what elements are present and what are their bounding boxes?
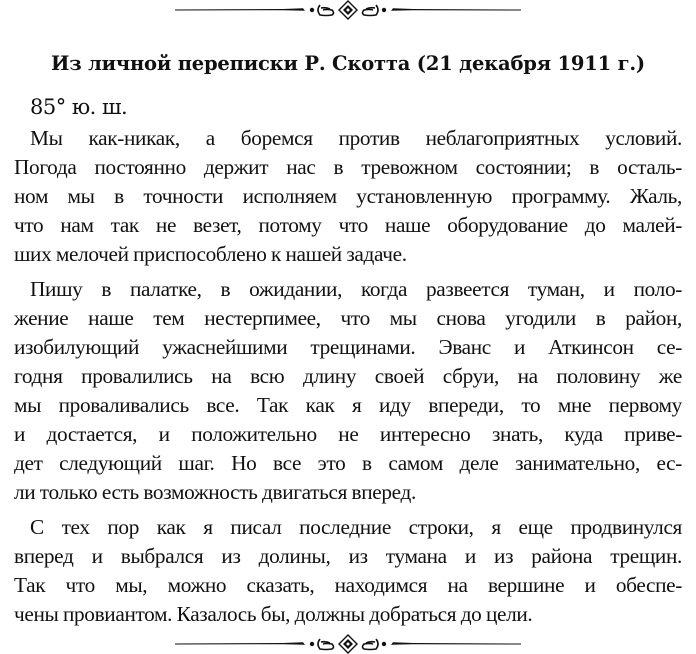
- paragraph: [14, 275, 682, 507]
- fleuron-divider-icon: [163, 634, 533, 654]
- text-line: Мы как-никак, а боремся против неблагоприятных условий.: [30, 126, 682, 150]
- text-line: годня провалились на всю длину своей сбруи, на половину же: [14, 364, 682, 388]
- text-line: и достается, и положительно не интересно знать, куда приве-: [14, 422, 682, 446]
- letter-body: [14, 124, 682, 629]
- paragraph: [14, 513, 682, 629]
- fleuron-divider-icon: [163, 0, 533, 20]
- paragraph: [14, 124, 682, 269]
- text-line: ших мелочей приспособлено к нашей задаче.: [14, 242, 407, 266]
- top-ornament-divider: [0, 0, 696, 20]
- text-line: С тех пор как я писал последние строки, я еще продвинулся: [30, 515, 682, 539]
- text-line: ном мы в точности исполняем установленную программу. Жаль,: [14, 184, 682, 208]
- text-line: Пишу в палатке, в ожидании, когда развеется туман, и поло-: [30, 277, 682, 301]
- text-line: изобилующий ужаснейшими трещинами. Эванс и Аткинсон се-: [14, 335, 682, 359]
- text-line: вперед и выбрался из долины, из тумана и из района трещин.: [14, 544, 682, 568]
- text-line: дет следующий шаг. Но все это в самом деле занимательно, ес-: [14, 451, 682, 475]
- text-line: Так что мы, можно сказать, находимся на вершине и обеспе-: [14, 573, 682, 597]
- text-line: жение наше тем нестерпимее, что мы снова угодили в район,: [14, 306, 682, 330]
- text-line: чены провиантом. Казалось бы, должны добраться до цели.: [14, 602, 533, 626]
- text-line: ли только есть возможность двигаться вперед.: [14, 480, 416, 504]
- text-line: что нам так не везет, потому что наше оборудование до малей-: [14, 213, 682, 237]
- bottom-ornament-divider: [0, 634, 696, 654]
- page-title: Из личной переписки Р. Скотта (21 декабря 1911 г.): [51, 52, 645, 75]
- text-line: Погода постоянно держит нас в тревожном состоянии; в осталь-: [14, 155, 682, 179]
- location-line: 85° ю. ш.: [30, 95, 128, 119]
- text-line: мы проваливались все. Так как я иду впереди, то мне первому: [14, 393, 682, 417]
